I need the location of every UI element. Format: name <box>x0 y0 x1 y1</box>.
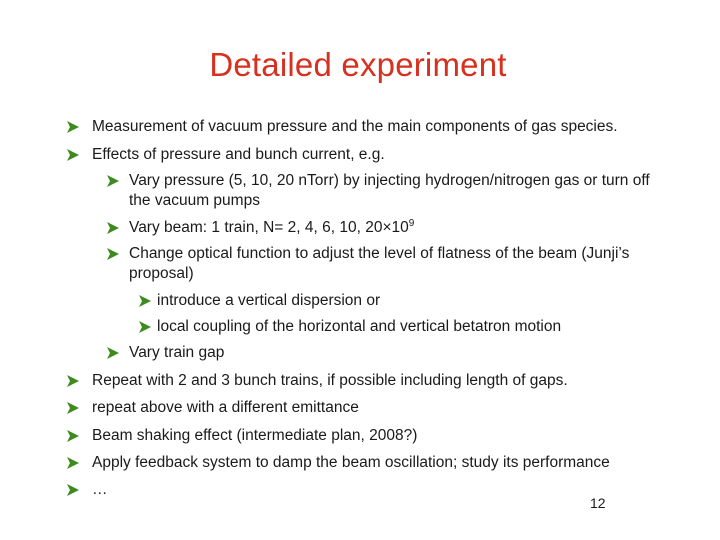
arrowhead-bullet-icon <box>66 371 84 391</box>
exponent: 9 <box>408 218 415 229</box>
arrowhead-bullet-icon <box>106 218 124 238</box>
arrowhead-bullet-icon <box>66 453 84 473</box>
bullet-text: Vary train gap <box>129 344 225 361</box>
page-number: 12 <box>590 495 606 511</box>
sub-sub-bullet-item <box>138 291 380 311</box>
bullet-text: repeat above with a different emittance <box>92 399 359 416</box>
bullet-text: local coupling of the horizontal and vertical betatron motion <box>157 318 562 335</box>
arrowhead-bullet-icon <box>66 426 84 446</box>
bullet-text: Change optical function to adjust the level of flatness of the beam (Junji’s proposal) <box>129 245 630 282</box>
slide-title: Detailed experiment <box>209 46 507 83</box>
beam-text: Vary beam: 1 train, N= 2, 4, 6, 10, 20×10 <box>129 219 409 236</box>
arrowhead-bullet-icon <box>66 480 84 500</box>
sub-bullet-item <box>106 171 666 211</box>
arrowhead-bullet-icon <box>66 398 84 418</box>
bullet-item <box>66 371 568 391</box>
bullet-text: Beam shaking effect (intermediate plan, 2008?) <box>92 427 418 444</box>
sub-bullet-item <box>106 244 666 284</box>
bullet-text: Apply feedback system to damp the beam oscillation; study its performance <box>92 454 610 471</box>
bullet-text: … <box>92 481 108 498</box>
bullet-text: Repeat with 2 and 3 bunch trains, if possible including length of gaps. <box>92 372 568 389</box>
sub-sub-bullet-item <box>138 317 561 337</box>
sub-bullet-item <box>106 343 666 363</box>
arrowhead-bullet-icon <box>66 117 84 137</box>
bullet-item <box>66 480 108 500</box>
arrowhead-bullet-icon <box>106 343 124 363</box>
bullet-text: Vary pressure (5, 10, 20 nTorr) by injecting hydrogen/nitrogen gas or turn off the vacuum pumps <box>129 172 650 209</box>
bullet-text: Effects of pressure and bunch current, e.g. <box>92 146 385 163</box>
bullet-item <box>66 426 417 446</box>
bullet-text: introduce a vertical dispersion or <box>157 292 381 309</box>
arrowhead-bullet-icon <box>106 171 124 191</box>
arrowhead-bullet-icon <box>138 317 156 337</box>
bullet-text: Measurement of vacuum pressure and the main components of gas species. <box>92 118 618 135</box>
sub-bullet-item <box>106 218 666 238</box>
bullet-item <box>66 453 610 473</box>
bullet-item <box>66 145 385 165</box>
arrowhead-bullet-icon <box>66 145 84 165</box>
bullet-text <box>129 218 666 238</box>
arrowhead-bullet-icon <box>138 291 156 311</box>
bullet-item <box>66 398 359 418</box>
bullet-item <box>66 117 618 137</box>
arrowhead-bullet-icon <box>106 244 124 264</box>
